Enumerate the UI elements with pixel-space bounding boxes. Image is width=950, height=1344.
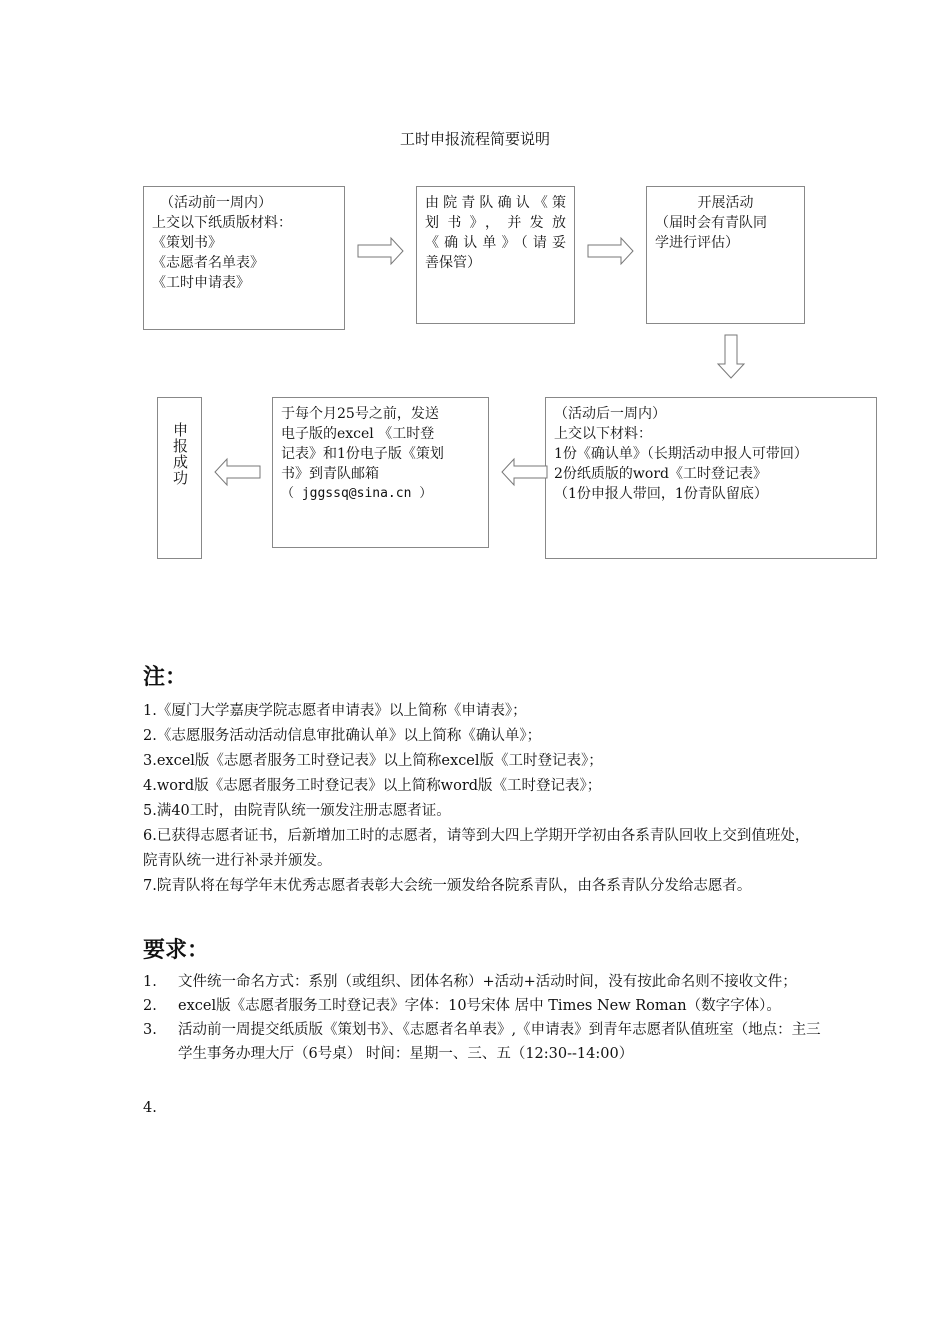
requirement-item xyxy=(143,1096,823,1120)
note-item: 5.满40工时，由院青队统一颁发注册志愿者证。 xyxy=(143,803,451,819)
note-item: 2.《志愿服务活动活动信息审批确认单》以上简称《确认单》； xyxy=(143,728,542,744)
arrow-down-icon xyxy=(716,334,746,380)
flow-step-line: （1份申报人带回，1份青队留底） xyxy=(554,486,768,502)
requirement-item xyxy=(143,1018,823,1066)
flow-step-line: （活动后一周内） xyxy=(554,406,666,422)
document-title: 工时申报流程简要说明 xyxy=(399,130,550,148)
note-item: 4.word版《志愿者服务工时登记表》以上简称word版《工时登记表》； xyxy=(143,778,602,794)
requirement-number: 2. xyxy=(143,998,157,1014)
flow-step-line: 上交以下材料： xyxy=(554,426,652,442)
arrow-left-icon xyxy=(213,457,261,487)
arrow-right-icon xyxy=(357,236,405,266)
notes-list xyxy=(143,699,823,899)
flow-step-line: 开展活动 xyxy=(697,195,754,211)
flow-step-line: 1份《确认单》（长期活动申报人可带回） xyxy=(554,446,808,462)
flow-step-line: 善保管） xyxy=(425,255,481,271)
note-item: 6.已获得志愿者证书，后新增加工时的志愿者，请等到大四上学期开学初由各系青队回收上交到值班处，院青队统一进行补录并颁发。 xyxy=(143,828,810,869)
requirement-text: 活动前一周提交纸质版《策划书》、《志愿者名单表》,《申请表》到青年志愿者队值班室（地点：主三学生事务办理大厅（6号桌） 时间：星期一、三、五（12:30--14:00） xyxy=(178,1022,821,1062)
requirements-heading: 要求： xyxy=(143,938,210,963)
flow-step-email-excel xyxy=(272,397,489,548)
note-item: 7.院青队将在每学年末优秀志愿者表彰大会统一颁发给各院系青队，由各系青队分发给志愿者。 xyxy=(143,878,752,894)
arrow-right-icon xyxy=(587,236,635,266)
flow-step-line: 《策划书》 xyxy=(152,235,222,251)
flow-step-success-label: 申报成功 xyxy=(171,422,189,486)
flow-step-line: 划书》，并发放 xyxy=(425,215,566,231)
flow-step-confirm-plan xyxy=(416,186,575,324)
note-item: 1.《厦门大学嘉庚学院志愿者申请表》以上简称《申请表》； xyxy=(143,703,527,719)
flow-step-success xyxy=(157,397,202,559)
requirements-list xyxy=(143,970,823,1120)
flow-step-submit-after xyxy=(545,397,877,559)
flow-step-line: 《确认单》（请妥 xyxy=(425,235,566,251)
flow-step-line: 电子版的excel 《工时登 xyxy=(281,426,435,442)
requirement-text: excel版《志愿者服务工时登记表》字体：10号宋体 居中 Times New Roman（数字字体）。 xyxy=(178,998,781,1014)
flow-step-run-activity xyxy=(646,186,805,324)
flow-step-line: 由院青队确认《策 xyxy=(425,195,566,211)
notes-heading: 注： xyxy=(143,665,188,690)
flow-step-line: 于每个月25号之前，发送 xyxy=(281,406,439,422)
requirement-item xyxy=(143,994,823,1018)
requirement-item xyxy=(143,970,823,994)
flow-step-line: （活动前一周内） xyxy=(160,195,272,211)
flow-step-email: （ jggssq@sina.cn ） xyxy=(281,486,433,501)
requirement-text: 文件统一命名方式：系别（或组织、团体名称）+活动+活动时间，没有按此命名则不接收文件； xyxy=(178,974,797,990)
requirement-number: 3. xyxy=(143,1022,157,1038)
note-item: 3.excel版《志愿者服务工时登记表》以上简称excel版《工时登记表》； xyxy=(143,753,603,769)
flow-step-line: 学进行评估） xyxy=(655,235,739,251)
requirement-text xyxy=(178,1096,823,1120)
flow-step-submit-materials xyxy=(143,186,345,330)
flow-step-line: 《志愿者名单表》 xyxy=(152,255,264,271)
flow-step-line: 《工时申请表》 xyxy=(152,275,250,291)
requirement-number: 1. xyxy=(143,974,157,990)
requirement-number: 4. xyxy=(143,1100,157,1116)
flow-step-line: 上交以下纸质版材料： xyxy=(152,215,292,231)
flow-step-line: 2份纸质版的word《工时登记表》 xyxy=(554,466,767,482)
flow-step-line: 记表》和1份电子版《策划 xyxy=(281,446,444,462)
arrow-left-icon xyxy=(500,457,548,487)
flow-step-line: （届时会有青队同 xyxy=(655,215,767,231)
flow-step-line: 书》到青队邮箱 xyxy=(281,466,379,482)
